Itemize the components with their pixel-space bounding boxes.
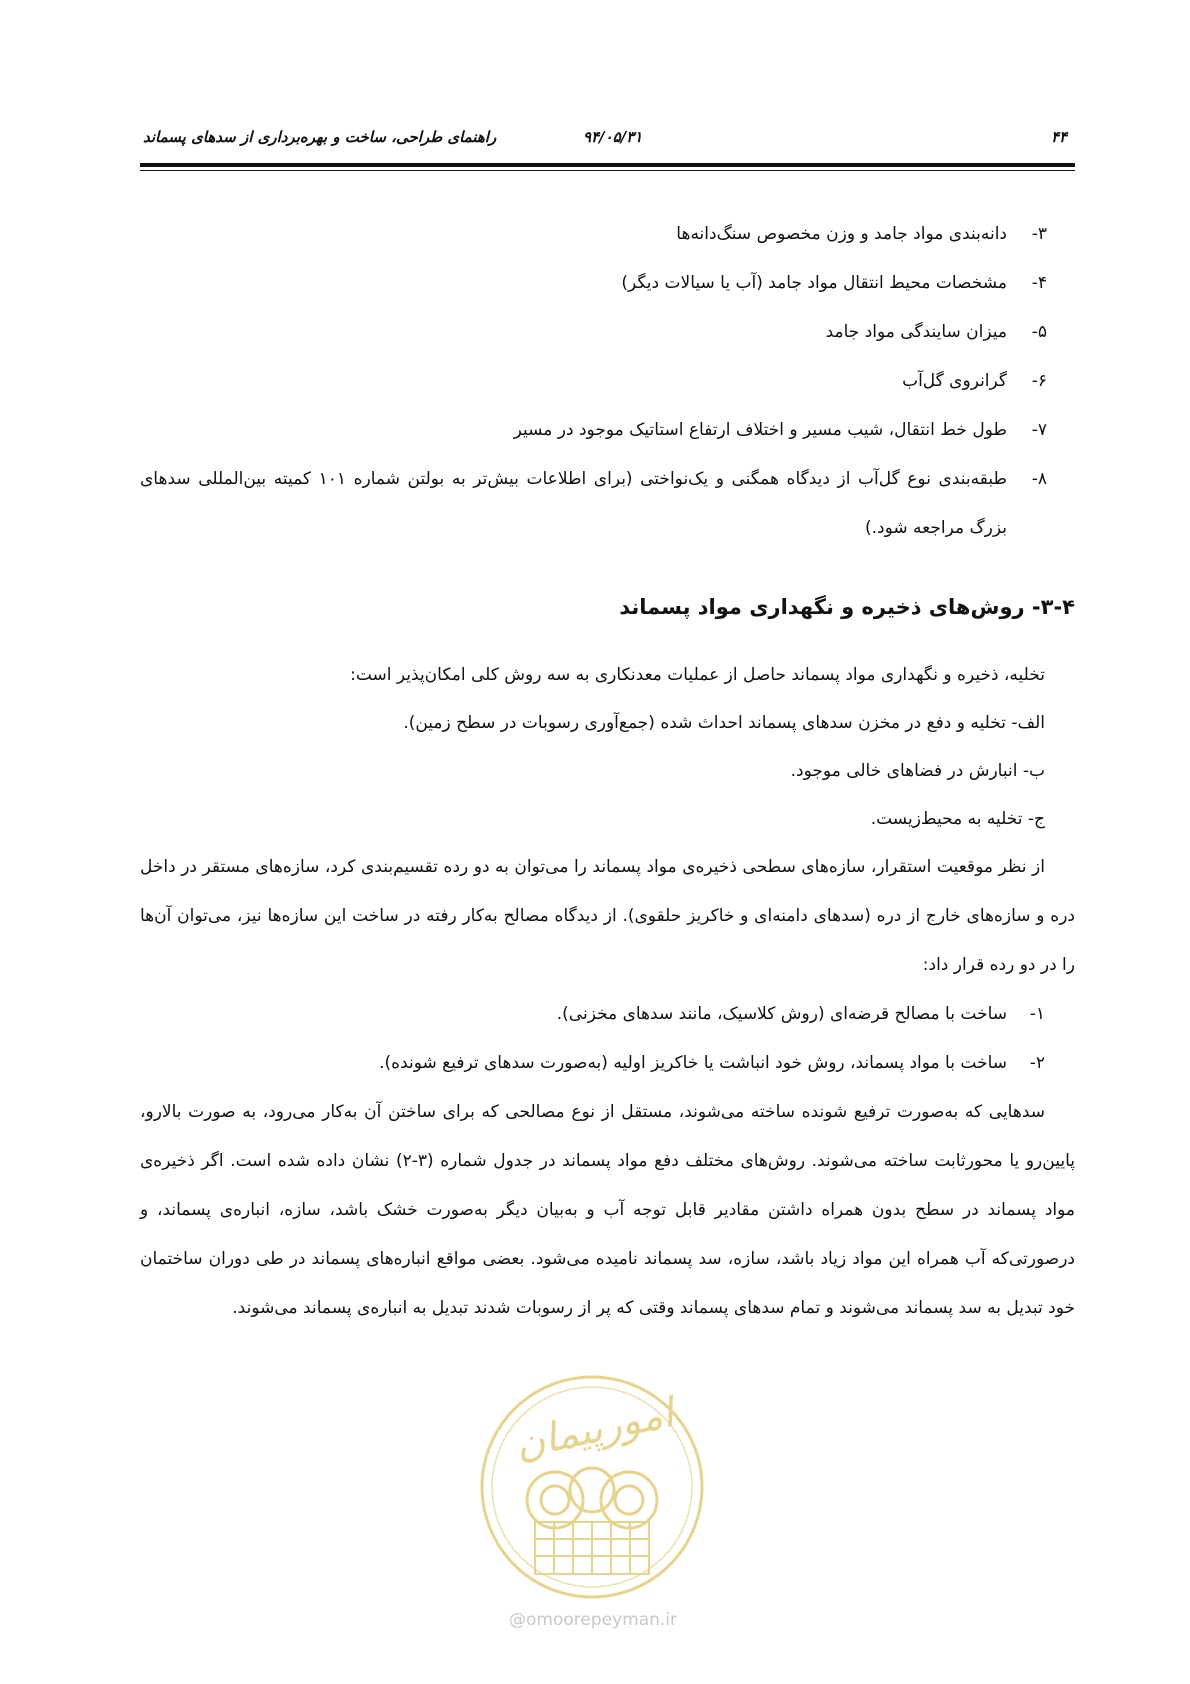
paragraph: از نظر موقعیت استقرار، سازه‌های سطحی ذخیره‌ی مواد پسماند را می‌توان به دو رده تقسیم‌بندی کرد، سازه‌های مستقر در داخل دره و سازه‌های خارج از دره (سدهای دامنه‌ای و خاکریز حلقوی). از دیدگاه مصالح به‌کار رفته در ساخت این سازه‌ها نیز، می‌توان آن‌ها را در دو رده قرار داد: [140,857,1075,975]
document-body [140,210,1075,1333]
watermark-site: @omoorepeyman.ir [508,1610,678,1630]
list-item: ۲- ساخت با مواد پسماند، روش خود انباشت یا خاکریز اولیه (به‌صورت سدهای ترفیع شونده). [379,1053,1045,1073]
list-item: ۴- مشخصات محیط انتقال مواد جامد (آب یا سیالات دیگر) [621,273,1047,293]
method-item: الف- تخلیه و دفع در مخزن سدهای پسماند احداث شده (جمع‌آوری رسوبات در سطح زمین). [403,713,1045,733]
section-heading: ۳-۴- روش‌های ذخیره و نگهداری مواد پسماند [619,595,1075,619]
method-item: ب- انبارش در فضاهای خالی موجود. [790,761,1045,781]
running-title: راهنمای طراحی، ساخت و بهره‌برداری از سدهای پسماند [143,128,497,146]
list-item: ۱- ساخت با مصالح قرضه‌ای (روش کلاسیک، مانند سدهای مخزنی). [556,1004,1045,1024]
method-item: ج- تخلیه به محیط‌زیست. [870,809,1045,829]
requirements-list [140,210,1075,553]
paragraph: سدهایی که به‌صورت ترفیع شونده ساخته می‌شوند، مستقل از نوع مصالحی که برای ساختن آن به‌کار می‌رود، به صورت بالارو، پایین‌رو یا محورثابت ساخته می‌شوند. روش‌های مختلف دفع مواد پسماند در جدول شماره (۳-۲) نشان داده شده است. اگر ذخیره‌ی مواد پسماند در سطح بدون همراه داشتن مقادیر قابل توجه آب و به‌بیان دیگر به‌صورت خشک باشد، سازه، انباره‌ی پسماند، و درصورتی‌که آب همراه این مواد زیاد باشد، سازه، سد پسماند نامیده می‌شود. بعضی مواقع انباره‌های پسماند در طی دوران ساختمان خود تبدیل به سد پسماند می‌شوند و تمام سدهای پسماند وقتی که پر از رسوبات شدند تبدیل به انباره‌ی پسماند می‌شوند. [140,1102,1075,1318]
header-rule-thin [140,170,1075,171]
svg-text:امورپیمان: امورپیمان [511,1390,678,1469]
header-date: ۹۴/۰۵/۳۱ [583,128,643,146]
list-item: ۶- گرانروی گل‌آب [902,371,1047,391]
list-item: ۸- طبقه‌بندی نوع گل‌آب از دیدگاه همگنی و یک‌نواختی (برای اطلاعات بیش‌تر به بولتن شماره ۱۰۱ کمیته بین‌المللی سدهای بزرگ مراجعه شود.) [140,469,1047,538]
header-rule-thick [140,163,1075,167]
section-intro: تخلیه، ذخیره و نگهداری مواد پسماند حاصل از عملیات معدنکاری به سه روش کلی امکان‌پذیر است: [350,665,1045,685]
list-item: ۵- میزان سایندگی مواد جامد [825,322,1047,342]
page-number: ۴۴ [1051,128,1068,146]
list-item: ۳- دانه‌بندی مواد جامد و وزن مخصوص سنگ‌دانه‌ها [676,224,1047,244]
list-item: ۷- طول خط انتقال، شیب مسیر و اختلاف ارتفاع استاتیک موجود در مسیر [513,420,1047,440]
watermark-logo [477,1372,707,1602]
